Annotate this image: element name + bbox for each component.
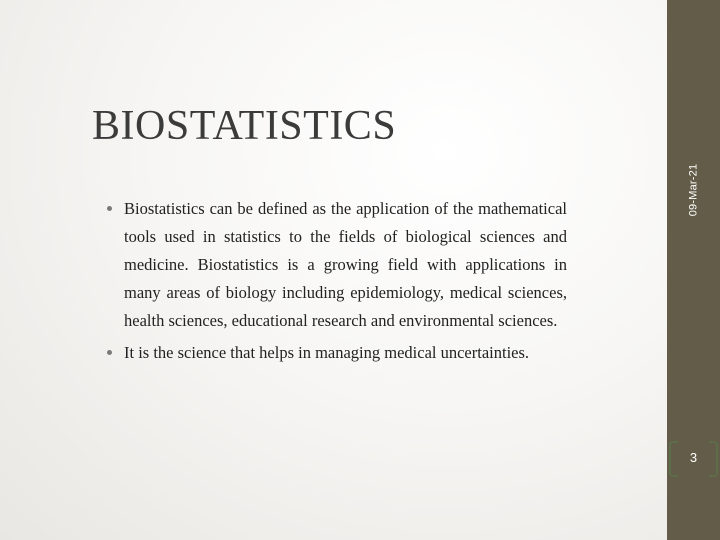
- bullet-item: Biostatistics can be defined as the application of the mathematical tools used in statistics to the fields of biological sciences and medicine. Biostatistics is a growing field with applications in many areas of biology including epidemiology, medical sciences, health sciences, educational research and environmental sciences.: [105, 195, 567, 335]
- date-text: 09-Mar-21: [687, 163, 700, 217]
- slide-title: BIOSTATISTICS: [92, 103, 397, 149]
- bullet-list: [105, 195, 567, 371]
- page-number-box: [667, 441, 720, 479]
- page-bracket-left: [669, 441, 678, 477]
- page-number: 3: [689, 450, 698, 465]
- bullet-item: It is the science that helps in managing medical uncertainties.: [105, 339, 567, 367]
- date-label: [681, 140, 705, 240]
- page-bracket-right: [709, 441, 718, 477]
